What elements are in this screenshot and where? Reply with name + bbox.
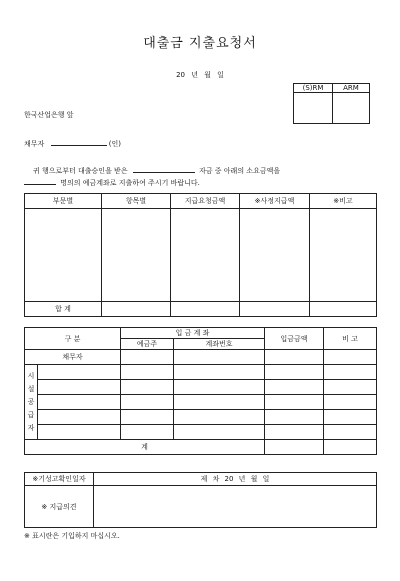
- supplier-note-cell[interactable]: [324, 395, 377, 410]
- total-requested-cell[interactable]: [171, 302, 240, 317]
- header-note: 비 고: [324, 328, 377, 350]
- debtor-account-cell[interactable]: [174, 350, 265, 365]
- debtor-line: [24, 139, 121, 149]
- payment-opinion-cell[interactable]: [94, 486, 377, 528]
- supplier-depositor-cell[interactable]: [121, 395, 174, 410]
- total-item-cell[interactable]: [102, 302, 171, 317]
- date-line: 20 년 월 일: [176, 71, 224, 79]
- supplier-note-cell[interactable]: [324, 380, 377, 395]
- debtor-depositor-cell[interactable]: [121, 350, 174, 365]
- request-text-part-a: 귀 행으로부터 대출승인을 받은: [33, 167, 128, 175]
- supplier-amount-cell[interactable]: [265, 380, 324, 395]
- item-cell[interactable]: [102, 209, 171, 302]
- request-text-part-b: 자금 중 아래의 소요금액을: [199, 167, 281, 175]
- supplier-name-cell[interactable]: [38, 425, 121, 440]
- debtor-label: 채무자: [24, 140, 45, 148]
- stamp-header-srm: (S)RM: [294, 84, 333, 93]
- supplier-name-cell[interactable]: [38, 365, 121, 380]
- completion-date-label: ※기성고확인일자: [25, 473, 94, 486]
- header-requested-amount: 지급요청금액: [171, 194, 240, 209]
- table2-total-note-cell[interactable]: [324, 440, 377, 455]
- account-holder-field[interactable]: [24, 184, 56, 185]
- payment-opinion-label: ※ 지급의견: [25, 486, 94, 528]
- header-depositor: 예금주: [121, 339, 174, 350]
- request-text-part-c: 명의의 예금계좌로 지출하여 주시기 바랍니다.: [60, 179, 200, 187]
- supplier-depositor-cell[interactable]: [121, 410, 174, 425]
- addressee: 한국산업은행 앞: [24, 111, 74, 119]
- stamp-cell-arm[interactable]: [333, 93, 370, 124]
- supplier-account-cell[interactable]: [174, 425, 265, 440]
- total-label: 합 계: [25, 302, 102, 317]
- header-department: 부문별: [25, 194, 102, 209]
- document-title: 대출금 지출요청서: [143, 36, 257, 51]
- supplier-depositor-cell[interactable]: [121, 380, 174, 395]
- supplier-account-cell[interactable]: [174, 365, 265, 380]
- supplier-amount-cell[interactable]: [265, 395, 324, 410]
- header-deposit-amount: 입금금액: [265, 328, 324, 350]
- supplier-account-cell[interactable]: [174, 410, 265, 425]
- supplier-side-label: 시 설 공 급 자: [25, 365, 38, 440]
- supplier-name-cell[interactable]: [38, 380, 121, 395]
- stamp-cell-srm[interactable]: [294, 93, 333, 124]
- loan-purpose-field[interactable]: [133, 172, 195, 173]
- header-category: 구 분: [25, 328, 121, 350]
- footnote: ※ 표시란은 기입하지 마십시오.: [24, 532, 120, 540]
- requested-amount-cell[interactable]: [171, 209, 240, 302]
- supplier-account-cell[interactable]: [174, 395, 265, 410]
- completion-date-value[interactable]: 제 차 20 년 월 일: [94, 473, 377, 486]
- supplier-depositor-cell[interactable]: [121, 425, 174, 440]
- debtor-seal: (인): [108, 140, 121, 148]
- header-deposit-account: 입 금 계 좌: [121, 328, 265, 339]
- header-account-number: 계좌번호: [174, 339, 265, 350]
- supplier-amount-cell[interactable]: [265, 410, 324, 425]
- assessed-amount-cell[interactable]: [240, 209, 310, 302]
- header-item: 항목별: [102, 194, 171, 209]
- debtor-amount-cell[interactable]: [265, 350, 324, 365]
- row-debtor-label: 채무자: [25, 350, 121, 365]
- total-remarks-cell[interactable]: [310, 302, 377, 317]
- request-text-line1: [33, 166, 280, 176]
- supplier-amount-cell[interactable]: [265, 425, 324, 440]
- remarks-cell[interactable]: [310, 209, 377, 302]
- approval-stamp-box: [293, 83, 370, 124]
- debtor-note-cell[interactable]: [324, 350, 377, 365]
- header-remarks: ※비고: [310, 194, 377, 209]
- supplier-account-cell[interactable]: [174, 380, 265, 395]
- request-amount-table: [24, 193, 377, 317]
- deposit-account-table: [24, 327, 377, 455]
- supplier-amount-cell[interactable]: [265, 365, 324, 380]
- total-assessed-cell[interactable]: [240, 302, 310, 317]
- supplier-note-cell[interactable]: [324, 365, 377, 380]
- table2-total-label: 계: [25, 440, 265, 455]
- supplier-depositor-cell[interactable]: [121, 365, 174, 380]
- supplier-note-cell[interactable]: [324, 410, 377, 425]
- table2-total-amount-cell[interactable]: [265, 440, 324, 455]
- debtor-name-field[interactable]: [51, 145, 107, 146]
- confirmation-table: [24, 472, 377, 528]
- header-assessed-amount: ※사정지급액: [240, 194, 310, 209]
- supplier-note-cell[interactable]: [324, 425, 377, 440]
- supplier-name-cell[interactable]: [38, 395, 121, 410]
- request-text-line2: [24, 178, 200, 188]
- supplier-name-cell[interactable]: [38, 410, 121, 425]
- stamp-header-arm: ARM: [333, 84, 370, 93]
- department-cell[interactable]: [25, 209, 102, 302]
